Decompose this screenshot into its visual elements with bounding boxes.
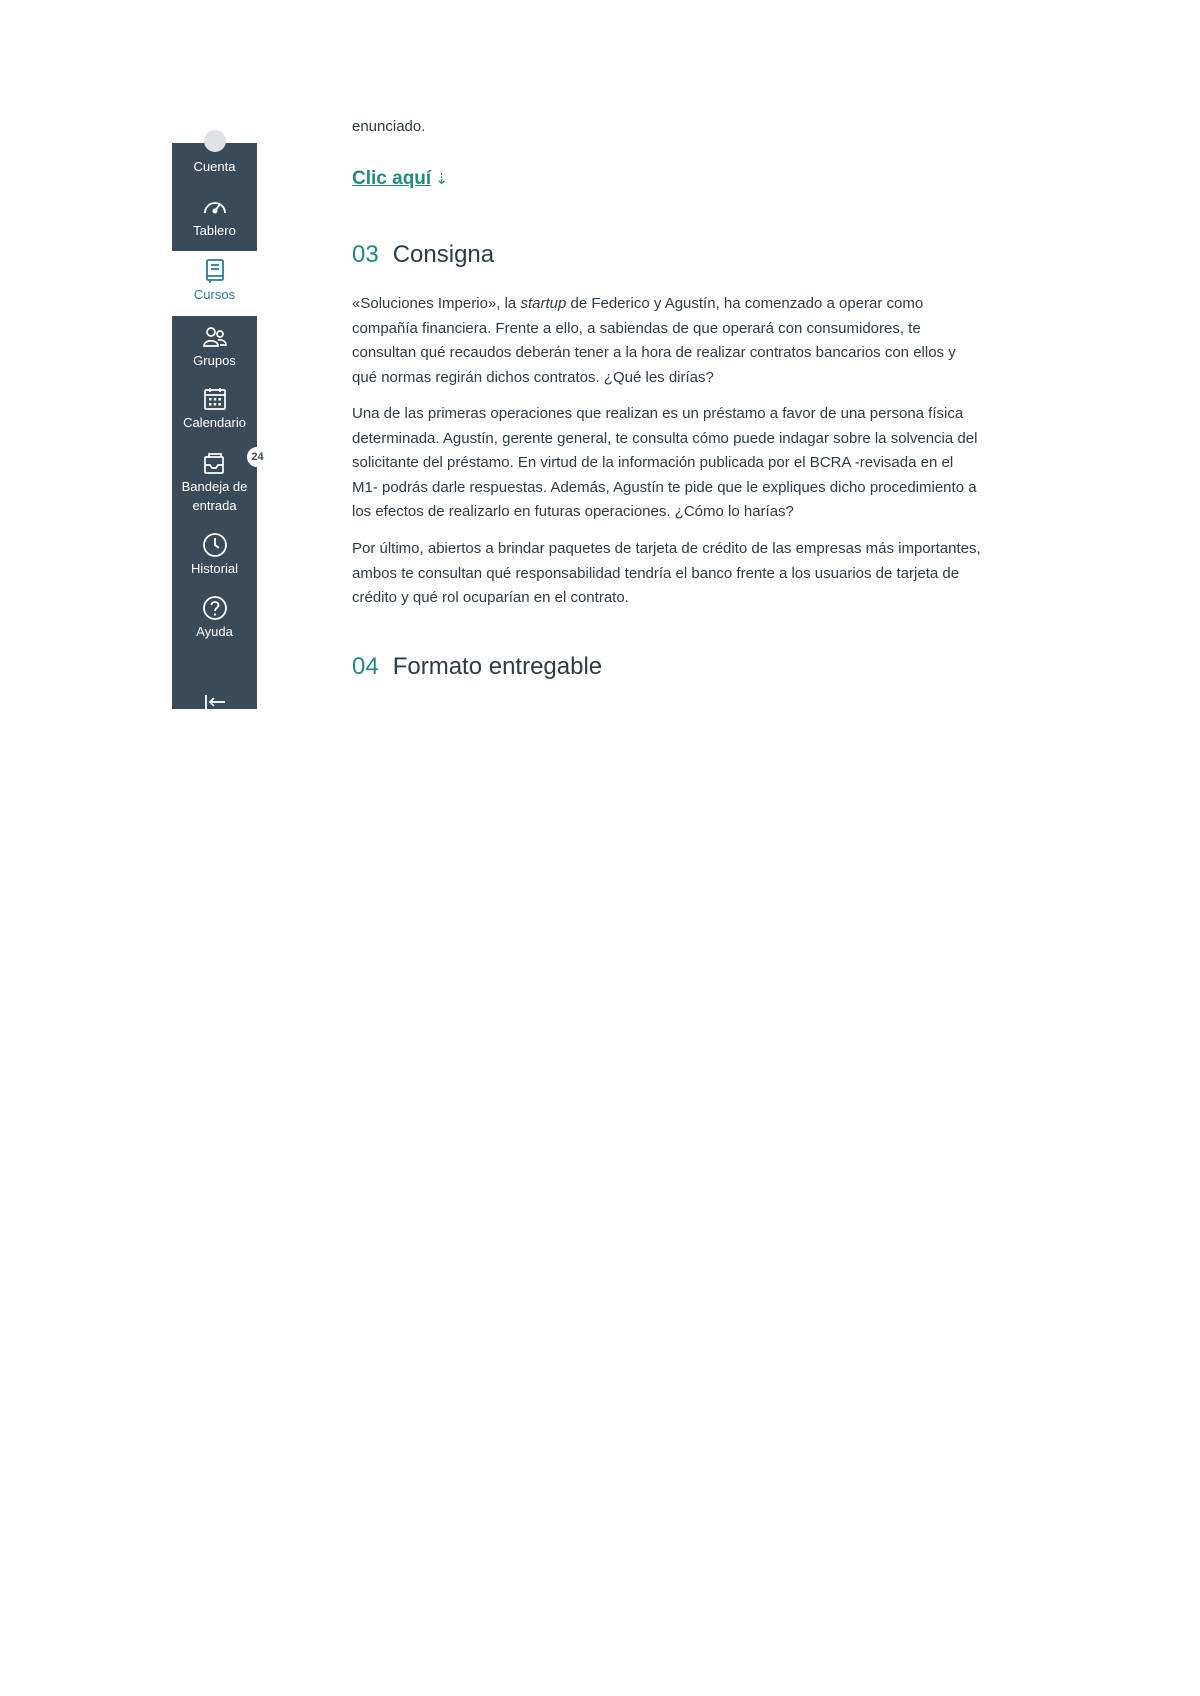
section-number: 04 <box>352 653 379 680</box>
down-arrow-icon: ⇣ <box>435 171 448 188</box>
sidebar-item-label: Historial <box>191 561 238 576</box>
sidebar-item-label: Cursos <box>193 287 236 302</box>
sidebar-item-label: Bandeja de entrada <box>181 479 248 513</box>
global-nav-sidebar <box>172 143 264 709</box>
download-link[interactable] <box>352 168 448 190</box>
paragraph-1: «Soluciones Imperio», la startup de Federico y Agustín, ha comenzado a operar como compañía financiera. Frente a ello, a sabiendas de que operará con consumidores, te consultan qué recaudos deberán tener a la hora de realizar contratos bancarios con ellos y qué normas regirán dichos contratos. ¿Qué les dirías? <box>352 295 956 386</box>
inbox-icon <box>201 449 264 477</box>
section-number: 03 <box>352 241 379 268</box>
sidebar-item-groups[interactable] <box>172 323 257 379</box>
sidebar-item-label: Tablero <box>193 223 236 238</box>
help-icon <box>201 594 229 622</box>
groups-icon <box>201 323 229 351</box>
sidebar-item-calendar[interactable] <box>172 385 257 441</box>
courses-icon <box>201 257 229 285</box>
collapse-arrow-icon <box>201 689 229 717</box>
sidebar-item-label: Ayuda <box>196 624 233 639</box>
truncated-text: enunciado. <box>352 118 426 135</box>
section-heading-formato <box>352 653 602 681</box>
dashboard-icon <box>201 193 229 221</box>
sidebar-item-help[interactable] <box>172 594 257 650</box>
sidebar-item-history[interactable] <box>172 531 257 587</box>
paragraph-2: Una de las primeras operaciones que realizan es un préstamo a favor de una persona física determinada. Agustín, gerente general, te consulta cómo puede indagar sobre la solvencia del solicitante del préstamo. En virtud de la información publicada por el BCRA -revisada en el M1- podrás darle respuestas. Además, Agustín te pide que le expliques dicho procedimiento a los efectos de realizarlo en futuras operaciones. ¿Cómo lo harías? <box>352 405 978 520</box>
sidebar-item-account[interactable] <box>172 129 257 177</box>
section-title: Formato entregable <box>392 653 603 680</box>
section-title: Consigna <box>392 241 495 268</box>
collapse-nav-button[interactable] <box>172 689 257 713</box>
sidebar-item-label: Calendario <box>183 415 246 430</box>
sidebar-item-label: Grupos <box>193 353 236 368</box>
unread-count-badge: 24 <box>247 447 269 467</box>
download-link-label: Clic aquí <box>352 168 432 189</box>
sidebar-item-dashboard[interactable] <box>172 193 257 249</box>
account-icon <box>201 129 229 157</box>
sidebar-item-courses[interactable] <box>172 251 257 316</box>
history-icon <box>201 531 229 559</box>
section-heading-consigna <box>352 241 494 269</box>
paragraph-3: Por último, abiertos a brindar paquetes de tarjeta de crédito de las empresas más importantes, ambos te consultan qué responsabilidad tendría el banco frente a los usuarios de tarjeta de crédito y qué rol ocuparían en el contrato. <box>352 540 981 606</box>
sidebar-item-inbox[interactable] <box>172 449 264 525</box>
sidebar-item-label: Cuenta <box>193 159 236 174</box>
calendar-icon <box>201 385 229 413</box>
